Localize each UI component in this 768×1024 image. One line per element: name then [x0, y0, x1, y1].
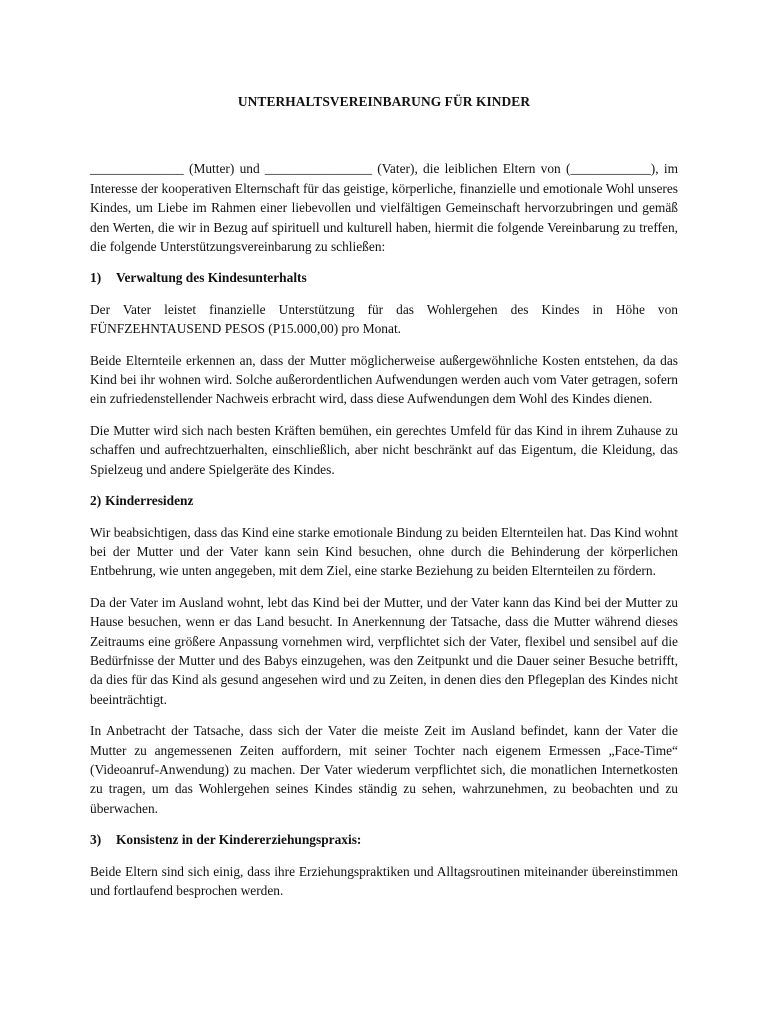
section-1-heading: [90, 268, 678, 287]
section-2-paragraph-3: In Anbetracht der Tatsache, dass sich der Vater die meiste Zeit im Ausland befindet, kann der Vater die Mutter zu angemessenen Zeiten auffordern, mit seiner Tochter nach eigenem Ermessen „Face-Time“ (Videoanruf-Anwendung) zu machen. Der Vater wiederum verpflichtet sich, die monatlichen Internetkosten zu tragen, um das Wohlergehen seines Kindes ständig zu sehen, wahrzunehmen, zu beobachten und zu überwachen.: [90, 723, 678, 816]
section-3-paragraph-1: Beide Eltern sind sich einig, dass ihre Erziehungspraktiken und Alltagsroutinen miteinander übereinstimmen und fortlaufend besprochen werden.: [90, 863, 678, 898]
section-1-title: Verwaltung des Kindesunterhalts: [116, 270, 307, 286]
section-1-paragraph-2: Beide Elternteile erkennen an, dass der Mutter möglicherweise außergewöhnliche Kosten entstehen, da das Kind bei ihr wohnen wird. Solche außerordentlichen Aufwendungen werden auch vom Vater getragen, sofern ein zufriedenstellender Nachweis erbracht wird, dass diese Aufwendungen dem Wohl des Kindes dienen.: [90, 352, 678, 407]
document-title: UNTERHALTSVEREINBARUNG FÜR KINDER: [237, 94, 531, 109]
section-2-title: Kinderresidenz: [105, 493, 194, 509]
section-2-paragraph-1: Wir beabsichtigen, dass das Kind eine starke emotionale Bindung zu beiden Elternteilen hat. Das Kind wohnt bei der Mutter und der Vater kann sein Kind besuchen, ohne durch die Behinderung der körperlichen Entbehrung, wie unten angegeben, mit dem Ziel, eine starke Beziehung zu beiden Elternteilen zu fördern.: [90, 524, 678, 579]
section-1-paragraph-1: Der Vater leistet finanzielle Unterstützung für das Wohlergehen des Kindes in Höhe von FÜNFZEHNTAUSEND PESOS (P15.000,00) pro Monat.: [90, 301, 678, 337]
section-3-heading: [90, 830, 678, 849]
section-2-number: 2): [90, 493, 102, 509]
section-2-paragraph-2: Da der Vater im Ausland wohnt, lebt das Kind bei der Mutter, und der Vater kann das Kind bei der Mutter zu Hause besuchen, wenn er das Land besucht. In Anerkennung der Tatsache, dass die Mutter während dieses Zeitraums eine größere Anpassung vornehmen wird, verpflichtet sich der Vater, flexibel und sensibel auf die Bedürfnisse der Mutter und des Babys einzugehen, was den Zeitpunkt und die Dauer seiner Besuche betrifft, da dies für das Kind als gesund angesehen wird und zu Zeiten, in denen dies den Pflegeplan des Kindes nicht beeinträchtigt.: [90, 594, 678, 707]
section-3-title: Konsistenz in der Kindererziehungspraxis:: [116, 832, 362, 848]
section-2-heading: [90, 491, 678, 510]
section-1-paragraph-3: Die Mutter wird sich nach besten Kräften bemühen, ein gerechtes Umfeld für das Kind in ihrem Zuhause zu schaffen und aufrechtzuerhalten, einschließlich, aber nicht beschränkt auf das Eigentum, die Kleidung, das Spielzeug und andere Spielgeräte des Kindes.: [90, 422, 678, 477]
section-1-number: 1): [90, 270, 102, 286]
section-3-number: 3): [90, 832, 102, 848]
intro-paragraph: ______________ (Mutter) und ________________ (Vater), die leiblichen Eltern von (____________), im Interesse der kooperativen Elternschaft für das geistige, körperliche, finanzielle und emotionale Wohl unseres Kindes, um Liebe im Rahmen einer liebevollen und vielfältigen Gemeinschaft hervorzubringen und gemäß den Werten, die wir in Bezug auf spirituell und kulturell haben, hiermit die folgende Vereinbarung zu treffen, die folgende Unterstützungsvereinbarung zu schließen:: [90, 161, 678, 255]
